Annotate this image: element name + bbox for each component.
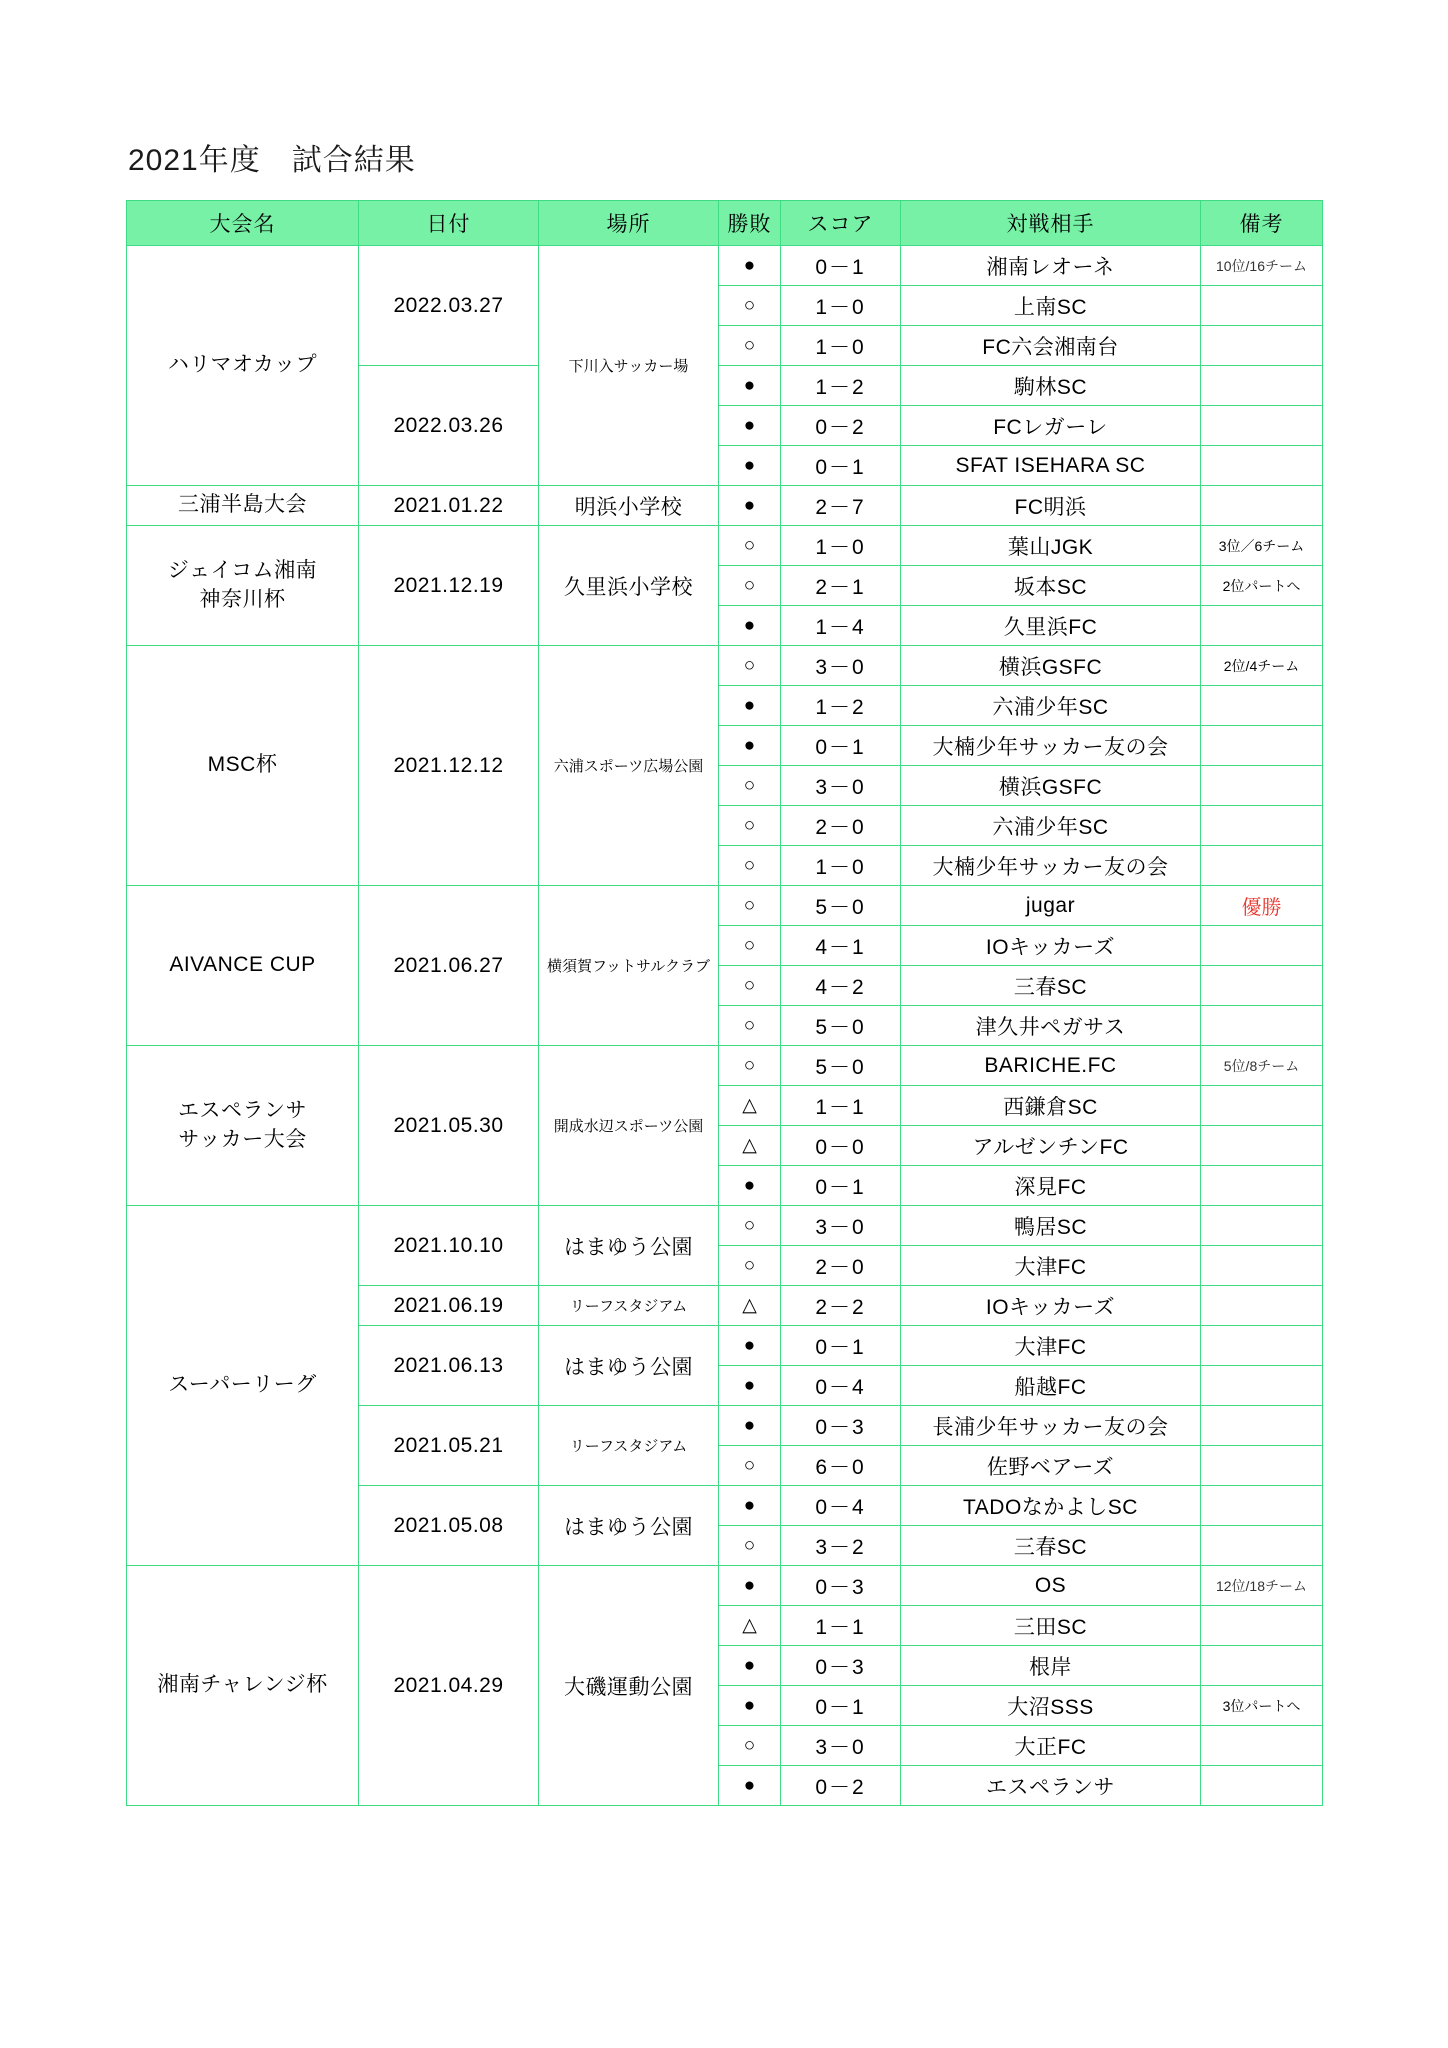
cell-score: 0－1 <box>781 446 901 486</box>
cell-result-mark: ○ <box>719 326 781 366</box>
cell-note <box>1201 1086 1323 1126</box>
cell-score: 1－0 <box>781 286 901 326</box>
header-row <box>127 201 1323 246</box>
cell-place: リーフスタジアム <box>539 1286 719 1326</box>
cell-result-mark: ○ <box>719 1006 781 1046</box>
table-row <box>127 886 1323 926</box>
cell-note <box>1201 1326 1323 1366</box>
cell-opponent: 湘南レオーネ <box>901 246 1201 286</box>
cell-score: 2－7 <box>781 486 901 526</box>
cell-date: 2021.06.27 <box>359 886 539 1046</box>
cell-place: 久里浜小学校 <box>539 526 719 646</box>
cell-place: 開成水辺スポーツ公園 <box>539 1046 719 1206</box>
cell-result-mark: △ <box>719 1606 781 1646</box>
table-header <box>127 201 1323 246</box>
header-score: スコア <box>781 201 901 246</box>
cell-place: はまゆう公園 <box>539 1206 719 1286</box>
cell-score: 2－2 <box>781 1286 901 1326</box>
cell-result-mark: ○ <box>719 1726 781 1766</box>
cell-result-mark: ○ <box>719 286 781 326</box>
cell-score: 0－3 <box>781 1646 901 1686</box>
cell-place: はまゆう公園 <box>539 1326 719 1406</box>
cell-place: 明浜小学校 <box>539 486 719 526</box>
cell-opponent: 大楠少年サッカー友の会 <box>901 726 1201 766</box>
cell-note <box>1201 1286 1323 1326</box>
cell-opponent: 鴨居SC <box>901 1206 1201 1246</box>
cell-score: 3－0 <box>781 1206 901 1246</box>
cell-score: 0－0 <box>781 1126 901 1166</box>
cell-note <box>1201 1166 1323 1206</box>
cell-date: 2021.12.19 <box>359 526 539 646</box>
table-row <box>127 486 1323 526</box>
cell-note: 3位／6チーム <box>1201 526 1323 566</box>
cell-note: 12位/18チーム <box>1201 1566 1323 1606</box>
cell-result-mark: ○ <box>719 646 781 686</box>
cell-opponent: 横浜GSFC <box>901 766 1201 806</box>
cell-score: 4－2 <box>781 966 901 1006</box>
cell-tournament: 湘南チャレンジ杯 <box>127 1566 359 1806</box>
cell-note <box>1201 1526 1323 1566</box>
cell-score: 0－4 <box>781 1366 901 1406</box>
cell-tournament: エスペランサ サッカー大会 <box>127 1046 359 1206</box>
cell-result-mark: ○ <box>719 526 781 566</box>
cell-opponent: 佐野ベアーズ <box>901 1446 1201 1486</box>
cell-opponent: エスペランサ <box>901 1766 1201 1806</box>
cell-result-mark: ● <box>719 726 781 766</box>
cell-note <box>1201 846 1323 886</box>
cell-opponent: 久里浜FC <box>901 606 1201 646</box>
cell-result-mark: ● <box>719 366 781 406</box>
table-row <box>127 1046 1323 1086</box>
cell-score: 1－0 <box>781 846 901 886</box>
cell-score: 3－2 <box>781 1526 901 1566</box>
header-opponent: 対戦相手 <box>901 201 1201 246</box>
cell-result-mark: ○ <box>719 1246 781 1286</box>
cell-opponent: 西鎌倉SC <box>901 1086 1201 1126</box>
cell-opponent: BARICHE.FC <box>901 1046 1201 1086</box>
cell-opponent: 葉山JGK <box>901 526 1201 566</box>
cell-opponent: 深見FC <box>901 1166 1201 1206</box>
cell-score: 5－0 <box>781 1046 901 1086</box>
page-title: 2021年度 試合結果 <box>128 144 416 177</box>
cell-place: 下川入サッカー場 <box>539 246 719 486</box>
header-date: 日付 <box>359 201 539 246</box>
header-result: 勝敗 <box>719 201 781 246</box>
cell-opponent: 三田SC <box>901 1606 1201 1646</box>
cell-score: 2－0 <box>781 806 901 846</box>
cell-note: 5位/8チーム <box>1201 1046 1323 1086</box>
cell-result-mark: ● <box>719 486 781 526</box>
cell-note: 2位パートへ <box>1201 566 1323 606</box>
cell-result-mark: ○ <box>719 1206 781 1246</box>
cell-opponent: IOキッカーズ <box>901 926 1201 966</box>
cell-opponent: 三春SC <box>901 1526 1201 1566</box>
cell-note <box>1201 606 1323 646</box>
cell-date: 2021.06.13 <box>359 1326 539 1406</box>
table-row <box>127 526 1323 566</box>
cell-note <box>1201 926 1323 966</box>
cell-opponent: 三春SC <box>901 966 1201 1006</box>
cell-note <box>1201 1486 1323 1526</box>
cell-place: 六浦スポーツ広場公園 <box>539 646 719 886</box>
cell-result-mark: ● <box>719 686 781 726</box>
cell-result-mark: ○ <box>719 886 781 926</box>
cell-opponent: 津久井ペガサス <box>901 1006 1201 1046</box>
cell-score: 0－1 <box>781 726 901 766</box>
cell-result-mark: ● <box>719 1366 781 1406</box>
cell-score: 4－1 <box>781 926 901 966</box>
cell-tournament: ハリマオカップ <box>127 246 359 486</box>
cell-opponent: OS <box>901 1566 1201 1606</box>
cell-result-mark: △ <box>719 1286 781 1326</box>
cell-score: 0－3 <box>781 1566 901 1606</box>
cell-tournament: AIVANCE CUP <box>127 886 359 1046</box>
cell-score: 0－1 <box>781 1326 901 1366</box>
cell-result-mark: ● <box>719 1646 781 1686</box>
cell-score: 6－0 <box>781 1446 901 1486</box>
cell-note <box>1201 1726 1323 1766</box>
cell-opponent: 大楠少年サッカー友の会 <box>901 846 1201 886</box>
cell-note <box>1201 1366 1323 1406</box>
cell-score: 0－4 <box>781 1486 901 1526</box>
cell-score: 0－1 <box>781 1686 901 1726</box>
cell-place: はまゆう公園 <box>539 1486 719 1566</box>
cell-score: 1－1 <box>781 1606 901 1646</box>
cell-opponent: TADOなかよしSC <box>901 1486 1201 1526</box>
cell-score: 1－4 <box>781 606 901 646</box>
table-body <box>127 246 1323 1806</box>
cell-score: 1－0 <box>781 326 901 366</box>
cell-opponent: 大津FC <box>901 1326 1201 1366</box>
cell-score: 0－2 <box>781 406 901 446</box>
cell-score: 1－2 <box>781 366 901 406</box>
cell-result-mark: ● <box>719 446 781 486</box>
cell-note: 優勝 <box>1201 886 1323 926</box>
cell-note <box>1201 286 1323 326</box>
cell-result-mark: ● <box>719 1766 781 1806</box>
cell-score: 1－0 <box>781 526 901 566</box>
cell-result-mark: △ <box>719 1086 781 1126</box>
cell-score: 1－1 <box>781 1086 901 1126</box>
cell-opponent: アルゼンチンFC <box>901 1126 1201 1166</box>
cell-score: 3－0 <box>781 646 901 686</box>
cell-date: 2022.03.26 <box>359 366 539 486</box>
cell-result-mark: ● <box>719 1566 781 1606</box>
cell-date: 2021.06.19 <box>359 1286 539 1326</box>
cell-date: 2021.01.22 <box>359 486 539 526</box>
cell-note <box>1201 366 1323 406</box>
cell-result-mark: ○ <box>719 566 781 606</box>
cell-note <box>1201 1406 1323 1446</box>
cell-note <box>1201 1006 1323 1046</box>
cell-opponent: jugar <box>901 886 1201 926</box>
cell-score: 0－1 <box>781 1166 901 1206</box>
cell-place: 大磯運動公園 <box>539 1566 719 1806</box>
cell-score: 5－0 <box>781 886 901 926</box>
cell-opponent: 根岸 <box>901 1646 1201 1686</box>
cell-result-mark: ○ <box>719 1526 781 1566</box>
cell-note <box>1201 1206 1323 1246</box>
cell-opponent: 六浦少年SC <box>901 686 1201 726</box>
cell-opponent: 上南SC <box>901 286 1201 326</box>
cell-result-mark: ● <box>719 1326 781 1366</box>
cell-tournament: MSC杯 <box>127 646 359 886</box>
header-note: 備考 <box>1201 201 1323 246</box>
cell-result-mark: ● <box>719 406 781 446</box>
cell-opponent: 六浦少年SC <box>901 806 1201 846</box>
cell-result-mark: ○ <box>719 766 781 806</box>
cell-opponent: FCレガーレ <box>901 406 1201 446</box>
cell-date: 2021.05.30 <box>359 1046 539 1206</box>
cell-place: リーフスタジアム <box>539 1406 719 1486</box>
cell-note <box>1201 966 1323 1006</box>
cell-note: 3位パートへ <box>1201 1686 1323 1726</box>
cell-note <box>1201 446 1323 486</box>
cell-note <box>1201 806 1323 846</box>
cell-opponent: 大津FC <box>901 1246 1201 1286</box>
cell-score: 1－2 <box>781 686 901 726</box>
cell-score: 0－3 <box>781 1406 901 1446</box>
cell-tournament: ジェイコム湘南 神奈川杯 <box>127 526 359 646</box>
cell-result-mark: ○ <box>719 1446 781 1486</box>
cell-result-mark: ● <box>719 1486 781 1526</box>
cell-note <box>1201 686 1323 726</box>
cell-note <box>1201 766 1323 806</box>
cell-note <box>1201 1446 1323 1486</box>
header-place: 場所 <box>539 201 719 246</box>
cell-note <box>1201 1646 1323 1686</box>
cell-opponent: 船越FC <box>901 1366 1201 1406</box>
cell-result-mark: ○ <box>719 966 781 1006</box>
table-row <box>127 646 1323 686</box>
cell-result-mark: ○ <box>719 806 781 846</box>
cell-tournament: 三浦半島大会 <box>127 486 359 526</box>
cell-note <box>1201 486 1323 526</box>
cell-opponent: 大正FC <box>901 1726 1201 1766</box>
cell-score: 2－0 <box>781 1246 901 1286</box>
cell-score: 5－0 <box>781 1006 901 1046</box>
cell-note <box>1201 726 1323 766</box>
cell-score: 3－0 <box>781 1726 901 1766</box>
cell-date: 2021.05.21 <box>359 1406 539 1486</box>
cell-result-mark: ○ <box>719 1046 781 1086</box>
cell-note <box>1201 1246 1323 1286</box>
cell-result-mark: ○ <box>719 926 781 966</box>
header-tournament: 大会名 <box>127 201 359 246</box>
cell-note <box>1201 1126 1323 1166</box>
cell-place: 横須賀フットサルクラブ <box>539 886 719 1046</box>
cell-result-mark: ○ <box>719 846 781 886</box>
cell-opponent: 駒林SC <box>901 366 1201 406</box>
cell-result-mark: ● <box>719 1686 781 1726</box>
cell-opponent: 横浜GSFC <box>901 646 1201 686</box>
cell-opponent: FC六会湘南台 <box>901 326 1201 366</box>
table-row <box>127 246 1323 286</box>
cell-opponent: 長浦少年サッカー友の会 <box>901 1406 1201 1446</box>
cell-score: 0－1 <box>781 246 901 286</box>
cell-opponent: IOキッカーズ <box>901 1286 1201 1326</box>
table-row <box>127 1566 1323 1606</box>
cell-date: 2021.05.08 <box>359 1486 539 1566</box>
cell-date: 2021.10.10 <box>359 1206 539 1286</box>
cell-score: 3－0 <box>781 766 901 806</box>
match-results-table <box>126 200 1323 1806</box>
cell-result-mark: ● <box>719 1406 781 1446</box>
cell-tournament: スーパーリーグ <box>127 1206 359 1566</box>
cell-score: 2－1 <box>781 566 901 606</box>
cell-opponent: FC明浜 <box>901 486 1201 526</box>
cell-opponent: 坂本SC <box>901 566 1201 606</box>
table-row <box>127 1206 1323 1246</box>
cell-note <box>1201 326 1323 366</box>
cell-note: 10位/16チーム <box>1201 246 1323 286</box>
cell-date: 2022.03.27 <box>359 246 539 366</box>
cell-result-mark: ● <box>719 606 781 646</box>
cell-note: 2位/4チーム <box>1201 646 1323 686</box>
cell-date: 2021.04.29 <box>359 1566 539 1806</box>
cell-date: 2021.12.12 <box>359 646 539 886</box>
cell-result-mark: △ <box>719 1126 781 1166</box>
cell-opponent: 大沼SSS <box>901 1686 1201 1726</box>
cell-score: 0－2 <box>781 1766 901 1806</box>
cell-result-mark: ● <box>719 246 781 286</box>
cell-note <box>1201 1766 1323 1806</box>
cell-note <box>1201 406 1323 446</box>
cell-opponent: SFAT ISEHARA SC <box>901 446 1201 486</box>
cell-result-mark: ● <box>719 1166 781 1206</box>
cell-note <box>1201 1606 1323 1646</box>
